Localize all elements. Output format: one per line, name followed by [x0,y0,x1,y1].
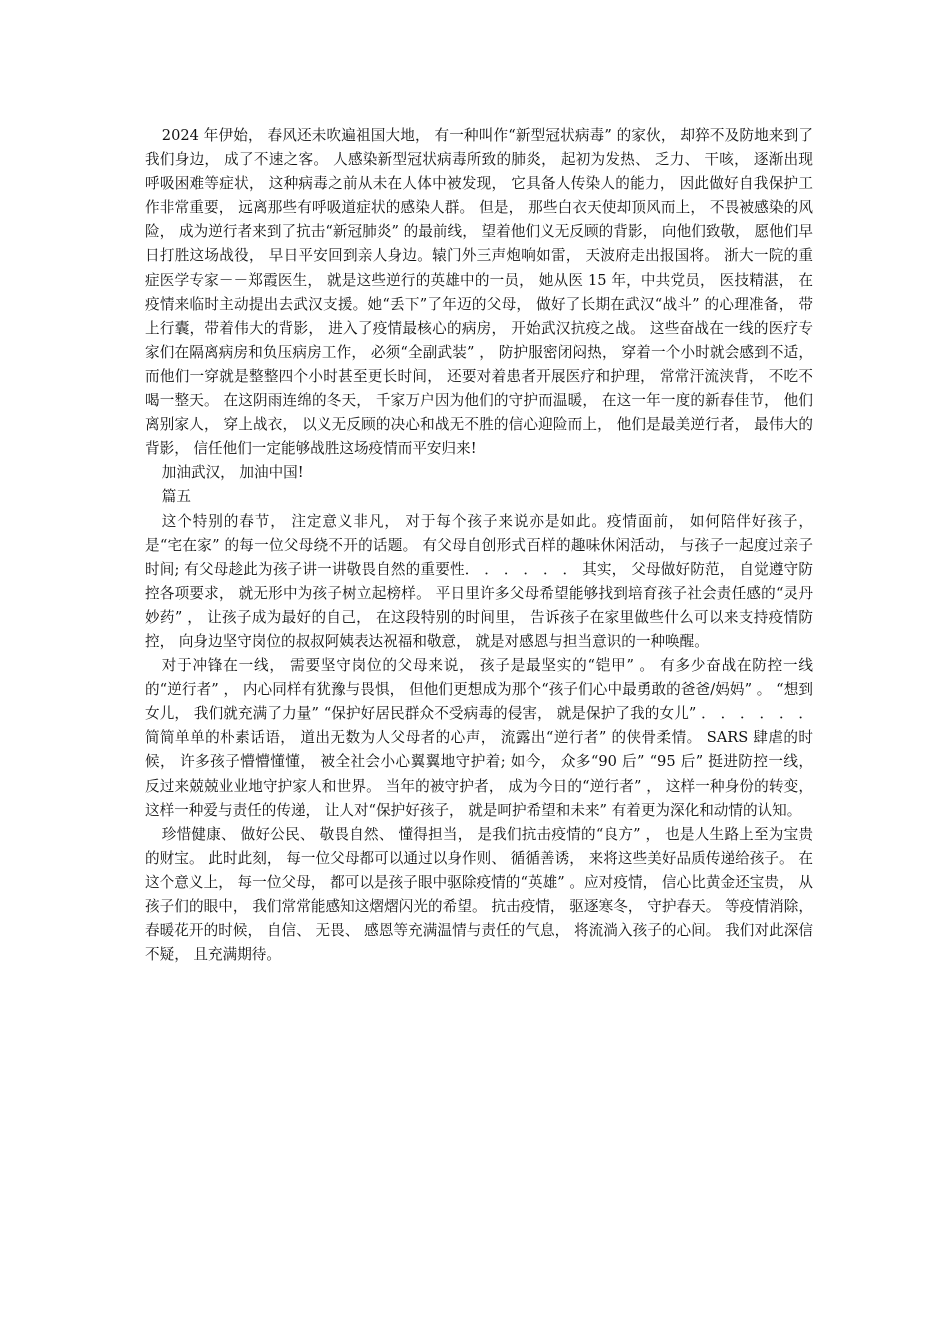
paragraph-tribute: 2024 年伊始， 春风还未吹遍祖国大地， 有一种叫作“新型冠状病毒” 的家伙， 却猝不及防地来到了我们身边， 成了不速之客。 人感染新型冠状病毒所致的肺炎， 起初为发热、 乏力、 干咳， 逐渐出现呼吸困难等症状， 这种病毒之前从未在人体中被发现， 它具备人传染人的能力， 因此做好自我保护工作非常重要， 远离那些有呼吸道症状的感染人群。 但是， 那些白衣天使却顶风而上， 不畏被感染的风险， 成为逆行者来到了抗击“新冠肺炎” 的最前线， 望着他们义无反顾的背影， 向他们致敬， 愿他们早日打胜这场战役， 早日平安回到亲人身边。辕门外三声炮响如雷， 天波府走出报国将。 浙大一院的重症医学专家－－郑霞医生， 就是这些逆行的英雄中的一员， 她从医 15 年，中共党员， 医技精湛， 在疫情来临时主动提出去武汉支援。她“丢下”了年迈的父母， 做好了长期在武汉“战斗” 的心理准备， 带上行囊，带着伟大的背影， 进入了疫情最核心的病房， 开始武汉抗疫之战。 这些奋战在一线的医疗专家们在隔离病房和负压病房工作， 必须“全副武装” ， 防护服密闭闷热， 穿着一个小时就会感到不适， 而他们一穿就是整整四个小时甚至更长时间， 还要对着患者开展医疗和护理， 常常汗流浃背， 不吃不喝一整天。 在这阴雨连绵的冬天， 千家万户因为他们的守护而温暖， 在这一年一度的新春佳节， 他们离别家人， 穿上战衣， 以义无反顾的决心和战无不胜的信心迎险而上， 他们是最美逆行者， 最伟大的背影， 信任他们一定能够战胜这场疫情而平安归来! [145,127,813,458]
section-title: 篇五 [161,488,191,506]
paragraph-parents-frontline: 对于冲锋在一线， 需要坚守岗位的父母来说， 孩子是最坚实的“铠甲” 。 有多少奋战在防控一线的“逆行者” ， 内心同样有犹豫与畏惧， 但他们更想成为那个“孩子们心中最勇敢的爸爸/妈妈” 。 “想到女儿， 我们就充满了力量” “保护好居民群众不受病毒的侵害， 就是保护了我的女儿” ． ． ． ． ． ． 简简单单的朴素话语， 道出无数为人父母者的心声， 流露出“逆行者” 的侠骨柔情。 SARS 肆虐的时候， 许多孩子懵懵懂懂， 被全社会小心翼翼地守护着; 如今， 众多“90 后” “95 后” 挺进防控一线， 反过来兢兢业业地守护家人和世界。 当年的被守护者， 成为今日的“逆行者” ， 这样一种身份的转变， 这样一种爱与责任的传递， 让人对“保护好孩子， 就是呵护希望和未来” 有着更为深化和动情的认知。 [145,657,813,819]
paragraph-cherish-health: 珍惜健康、 做好公民、 敬畏自然、 懂得担当， 是我们抗击疫情的“良方” ， 也是人生路上至为宝贵的财宝。 此时此刻， 每一位父母都可以通过以身作则、 循循善诱， 来将这些美好品质传递给孩子。 在这个意义上， 每一位父母， 都可以是孩子眼中驱除疫情的“英雄” 。应对疫情， 信心比黄金还宝贵， 从孩子们的眼中， 我们常常能感知这熠熠闪光的希望。 抗击疫情， 驱逐寒冬， 守护春天。 等疫情消除，春暖花开的时候， 自信、 无畏、 感恩等充满温情与责任的气息， 将流淌入孩子的心间。 我们对此深信不疑， 且充满期待。 [145,825,813,964]
paragraph-spring-festival: 这个特别的春节， 注定意义非凡， 对于每个孩子来说亦是如此。疫情面前， 如何陪伴好孩子， 是“宅在家” 的每一位父母绕不开的话题。 有父母自创形式百样的趣味休闲活动， 与孩子一起度过亲子时间; 有父母趁此为孩子讲一讲敬畏自然的重要性． ． ． ． ． ． 其实， 父母做好防范， 自觉遵守防控各项要求， 就无形中为孩子树立起榜样。 平日里许多父母希望能够找到培育孩子社会责任感的“灵丹妙药” ， 让孩子成为最好的自己， 在这段特别的时间里， 告诉孩子在家里做些什么可以来支持疫情防控， 向身边坚守岗位的叔叔阿姨表达祝福和敬意， 就是对感恩与担当意识的一种唤醒。 [145,512,813,650]
document-page [145,124,813,967]
paragraph-cheer: 加油武汉， 加油中国! [161,464,304,482]
